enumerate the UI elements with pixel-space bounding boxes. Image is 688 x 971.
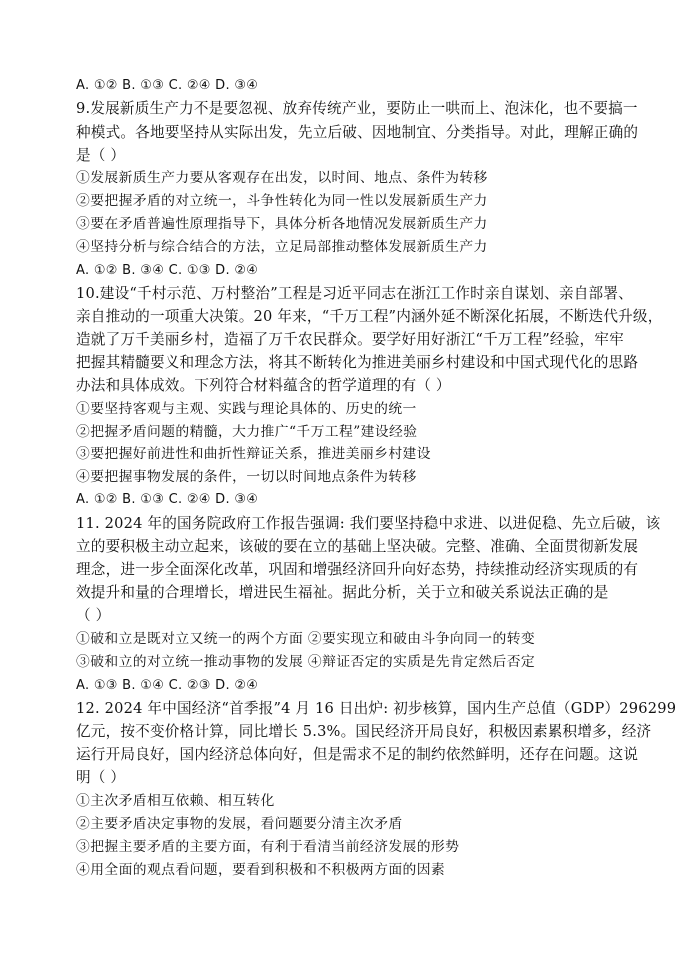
statement-option: ④要把握事物发展的条件，一切以时间地点条件为转移 (76, 469, 417, 485)
statement-option: ④用全面的观点看问题，要看到积极和不积极两方面的因素 (76, 862, 446, 878)
question-text: 效提升和量的合理增长，增进民生福祉。据此分析，关于立和破关系说法正确的是 (76, 584, 609, 601)
answer-choices[interactable]: A. ①③ B. ①④ C. ②③ D. ②④ (76, 678, 259, 693)
statement-option: ④坚持分析与综合结合的方法，立足局部推动整体发展新质生产力 (76, 239, 488, 255)
statement-option: ②把握矛盾问题的精髓，大力推广“千万工程”建设经验 (76, 424, 418, 440)
statement-option: ①破和立是既对立又统一的两个方面 ②要实现立和破由斗争向同一的转变 (76, 631, 536, 647)
statement-option: ②主要矛盾决定事物的发展，看问题要分清主次矛盾 (76, 816, 403, 832)
question-text: 把握其精髓要义和理念方法，将其不断转化为推进美丽乡村建设和中国式现代化的思路 (76, 354, 639, 371)
statement-option: ①发展新质生产力要从客观存在出发，以时间、地点、条件为转移 (76, 170, 488, 186)
question-text: 10.建设“千村示范、万村整治”工程是习近平同志在浙江工作时亲自谋划、亲自部署、 (76, 285, 633, 302)
question-text: 办法和具体成效。下列符合材料蕴含的哲学道理的有（ ） (76, 377, 451, 394)
question-text: 运行开局良好，国内经济总体向好，但是需求不足的制约依然鲜明，还存在问题。这说 (76, 746, 639, 763)
question-text: 是（ ） (76, 147, 126, 164)
question-text: 亿元，按不变价格计算，同比增长 5.3%。国民经济开局良好，积极因素累积增多，经济 (76, 723, 652, 740)
question-text: 11. 2024 年的国务院政府工作报告强调: 我们要坚持稳中求进、以进促稳、先立后破，该 (76, 515, 661, 532)
question-text: 9.发展新质生产力不是要忽视、放弃传统产业，要防止一哄而上、泡沫化，也不要搞一 (76, 100, 638, 117)
answer-choices[interactable]: A. ①② B. ③④ C. ①③ D. ②④ (76, 263, 259, 278)
question-text: 12. 2024 年中国经济“首季报”4 月 16 日出炉: 初步核算，国内生产总值（GDP）296299 (76, 700, 677, 717)
question-text: 理念，进一步全面深化改革，巩固和增强经济回升向好态势，持续推动经济实现质的有 (76, 561, 639, 578)
question-text: 立的要积极主动立起来，该破的要在立的基础上坚决破。完整、准确、全面贯彻新发展 (76, 538, 639, 555)
statement-option: ③要在矛盾普遍性原理指导下，具体分析各地情况发展新质生产力 (76, 216, 488, 232)
question-text: 种模式。各地要坚持从实际出发，先立后破、因地制宜、分类指导。对此，理解正确的 (76, 124, 639, 141)
statement-option: ③破和立的对立统一推动事物的发展 ④辩证否定的实质是先肯定然后否定 (76, 654, 536, 670)
question-text: （ ） (76, 607, 111, 624)
statement-option: ③把握主要矛盾的主要方面，有利于看清当前经济发展的形势 (76, 839, 460, 855)
statement-option: ②要把握矛盾的对立统一，斗争性转化为同一性以发展新质生产力 (76, 193, 488, 209)
statement-option: ③要把握好前进性和曲折性辩证关系，推进美丽乡村建设 (76, 446, 431, 462)
answer-choices[interactable]: A. ①② B. ①③ C. ②④ D. ③④ (76, 78, 259, 93)
question-text: 亲自推动的一项重大决策。20 年来，“千万工程”内涵外延不断深化拓展，不断迭代升级， (76, 308, 663, 325)
statement-option: ①主次矛盾相互依赖、相互转化 (76, 793, 275, 809)
question-text: 造就了万千美丽乡村，造福了万千农民群众。要学好用好浙江“千万工程”经验，牢牢 (76, 331, 624, 348)
answer-choices[interactable]: A. ①② B. ①③ C. ②④ D. ③④ (76, 492, 259, 507)
question-text: 明（ ） (76, 769, 126, 786)
statement-option: ①要坚持客观与主观、实践与理论具体的、历史的统一 (76, 401, 417, 417)
